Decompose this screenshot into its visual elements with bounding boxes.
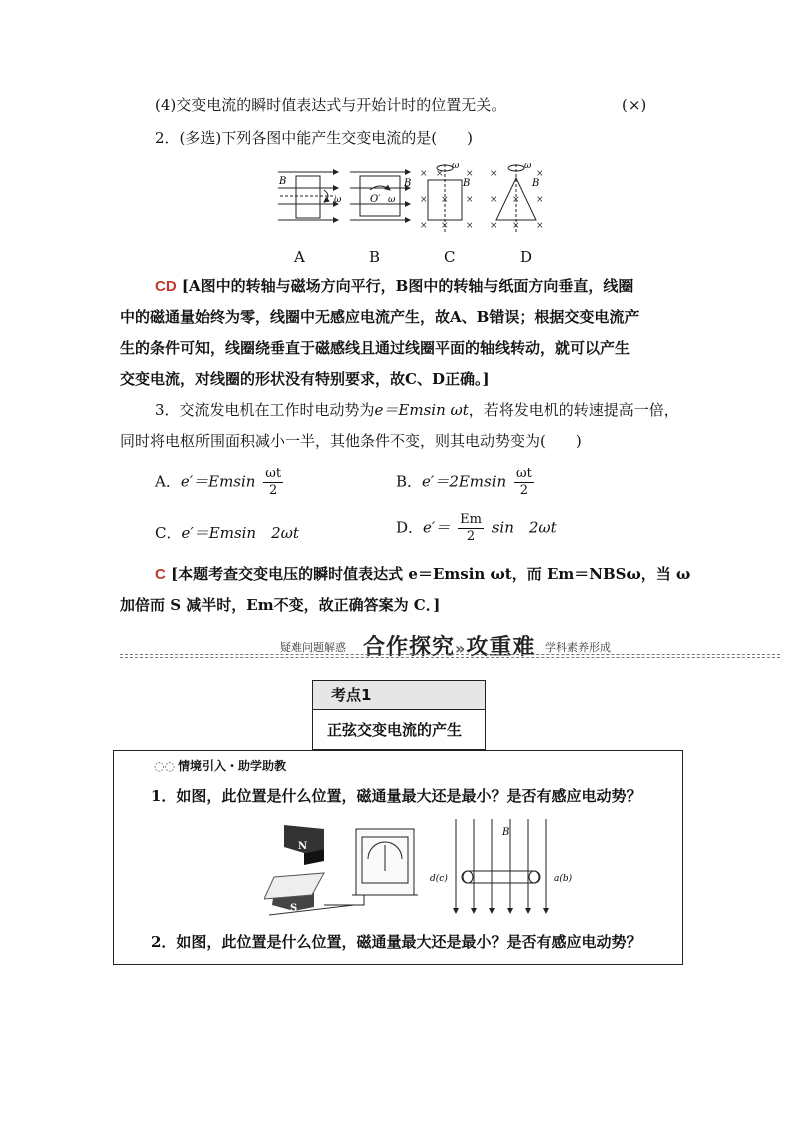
glasses-icon: ◌◌ bbox=[154, 759, 175, 773]
fig-a-b-label: B bbox=[279, 176, 287, 187]
scenario-box bbox=[113, 750, 683, 965]
fraction: $\frac{\omega t}{2}$ bbox=[515, 466, 532, 498]
q2-answer-key: CD bbox=[155, 278, 177, 295]
fraction: $\frac{\omega t}{2}$ bbox=[265, 466, 282, 498]
fig-b-omega: ω bbox=[388, 195, 396, 205]
field-diagram bbox=[456, 819, 546, 913]
magnet-n-label: N bbox=[298, 841, 308, 852]
scenario-header: ◌◌ 情境引入・助学助教 bbox=[154, 759, 286, 773]
svg-text:×: × bbox=[536, 195, 544, 205]
q4-mark: (×) bbox=[622, 96, 647, 114]
svg-text:×: × bbox=[512, 195, 520, 205]
scenario-q1: 1．如图，此位置是什么位置，磁通量最大还是最小？是否有感应电动势？ bbox=[151, 787, 642, 805]
fig-b-o: O′ bbox=[370, 194, 381, 205]
fig-d-omega: ω bbox=[524, 161, 532, 171]
kaodian-title: 正弦交变电流的产生 bbox=[327, 721, 463, 739]
svg-text:×: × bbox=[466, 195, 474, 205]
fraction: $\frac{Em}{2}$ bbox=[460, 512, 482, 544]
q3-answer-key: C bbox=[155, 566, 166, 583]
label-dc: d(c) bbox=[430, 874, 448, 884]
q2-answer-line-1: CD [A图中的转轴与磁场方向平行，B图中的转轴与纸面方向垂直，线圈 bbox=[155, 277, 634, 295]
svg-text:×: × bbox=[490, 169, 498, 179]
banner-title: 合作探究»攻重难 bbox=[363, 635, 536, 660]
q3-option-a[interactable]: A．e′＝Emsin $\frac{\omega t}{2}$ bbox=[155, 466, 282, 498]
q3-stem-formula: e＝Emsin ωt bbox=[374, 401, 469, 419]
banner-left-text: 疑难问题解惑 bbox=[280, 641, 346, 654]
q3-stem-line-1: 3．交流发电机在工作时电动势为e＝Emsin ωt，若将发电机的转速提高一倍， bbox=[155, 401, 679, 419]
svg-text:×: × bbox=[441, 221, 449, 231]
q3-option-c[interactable]: C．e′＝Emsin 2ωt bbox=[155, 524, 299, 542]
fig-b-b-label: B bbox=[404, 178, 412, 189]
section-banner bbox=[120, 630, 780, 660]
q2-answer-line-3: 生的条件可知，线圈绕垂直于磁感线且通过线圈平面的轴线转动，就可以产生 bbox=[120, 339, 631, 357]
scenario-q2: 2．如图，此位置是什么位置，磁通量最大还是最小？是否有感应电动势？ bbox=[151, 933, 642, 951]
fig-c-b-label: B bbox=[463, 178, 471, 189]
q3-option-d[interactable]: D．e′＝ $\frac{Em}{2}$ sin 2ωt bbox=[396, 512, 557, 544]
scenario-figure bbox=[264, 819, 684, 923]
kaodian-label: 考点1 bbox=[331, 686, 372, 704]
galvanometer bbox=[324, 829, 418, 905]
svg-text:×: × bbox=[441, 195, 449, 205]
svg-text:×: × bbox=[536, 221, 544, 231]
svg-text:×: × bbox=[490, 221, 498, 231]
q4-statement: (4)交变电流的瞬时值表达式与开始计时的位置无关。 bbox=[155, 96, 507, 114]
banner-right-text: 学科素养形成 bbox=[545, 641, 611, 654]
svg-text:×: × bbox=[512, 221, 520, 231]
q3-option-b[interactable]: B．e′＝2Emsin $\frac{\omega t}{2}$ bbox=[396, 466, 532, 498]
q2-answer-line-2: 中的磁通量始终为零，线圈中无感应电流产生，故A、B错误；根据交变电流产 bbox=[120, 308, 640, 326]
fig-c-omega: ω bbox=[452, 161, 460, 171]
q3-answer-line-1: C [本题考查交变电压的瞬时值表达式 e＝Emsin ωt，而 Em＝NBSω，当 ω bbox=[155, 565, 691, 583]
svg-text:×: × bbox=[420, 195, 428, 205]
kaodian-box bbox=[312, 680, 486, 750]
svg-text:×: × bbox=[466, 169, 474, 179]
field-b-label: B bbox=[502, 827, 510, 838]
fig-label-b: B bbox=[369, 248, 381, 266]
magnet-illustration bbox=[264, 825, 354, 915]
magnet-s-label: S bbox=[290, 903, 298, 914]
q2-answer-line-4: 交变电流，对线圈的形状没有特别要求，故C、D正确。] bbox=[120, 370, 490, 388]
q2-figures bbox=[270, 160, 560, 240]
fig-label-c: C bbox=[444, 248, 456, 266]
svg-text:×: × bbox=[420, 221, 428, 231]
fig-label-a: A bbox=[294, 248, 305, 266]
q3-answer-line-2: 加倍而 S 减半时，Em不变，故正确答案为 C．] bbox=[120, 596, 441, 614]
fig-a-omega: ω bbox=[334, 195, 342, 205]
q2-stem: 2．(多选)下列各图中能产生交变电流的是( ) bbox=[155, 129, 473, 147]
svg-text:×: × bbox=[420, 169, 428, 179]
figure-a bbox=[278, 172, 338, 220]
label-ab: a(b) bbox=[554, 874, 573, 884]
svg-text:×: × bbox=[466, 221, 474, 231]
fig-label-d: D bbox=[520, 248, 533, 266]
q3-stem-line-2: 同时将电枢所围面积减小一半，其他条件不变，则其电动势变为( ) bbox=[120, 432, 582, 450]
svg-text:×: × bbox=[436, 169, 444, 179]
svg-text:×: × bbox=[490, 195, 498, 205]
fig-d-b-label: B bbox=[532, 178, 540, 189]
svg-text:×: × bbox=[536, 169, 544, 179]
